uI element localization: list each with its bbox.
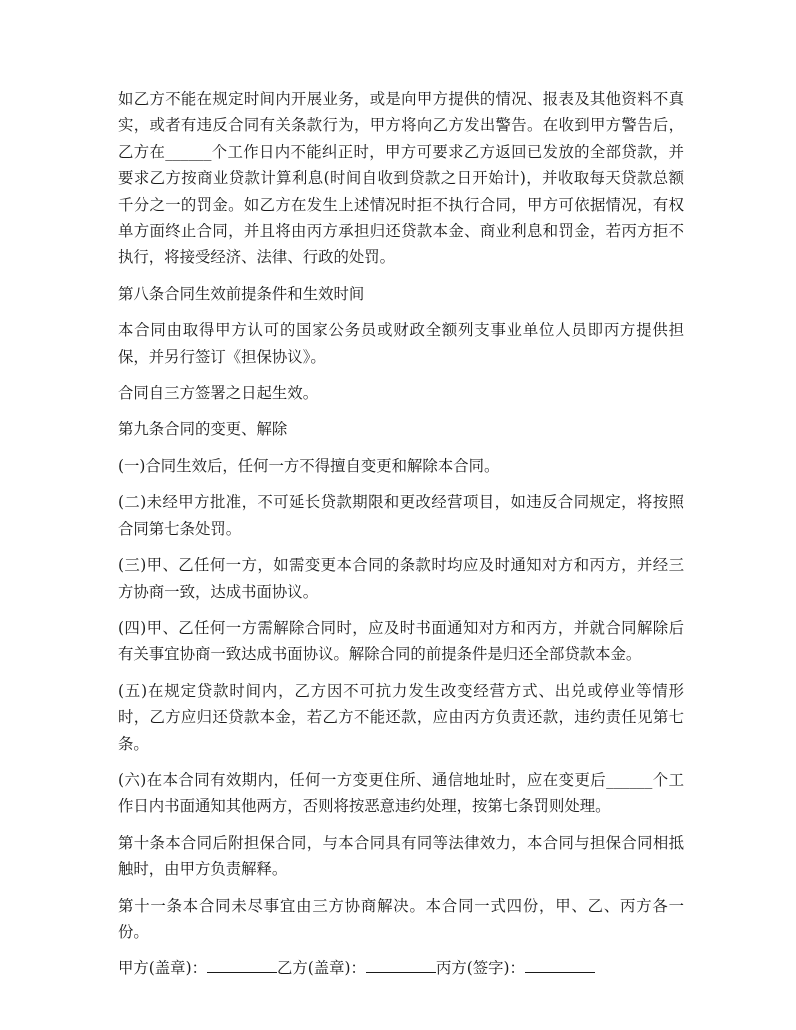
party-c-signature-label: 丙方(签字)：	[435, 959, 525, 978]
article-9-item-1: (一)合同生效后，任何一方不得擅自变更和解除本合同。	[118, 456, 500, 475]
party-b-signature-label: 乙方(盖章)：	[276, 959, 366, 978]
article-8-guarantee-paragraph: 本合同由取得甲方认可的国家公务员或财政全额列支事业单位人员即丙方提供担保，并另行签订《担保协议》。	[118, 321, 684, 366]
article-9-item-5: (五)在规定贷款时间内，乙方因不可抗力发生改变经营方式、出兑或停业等情形时，乙方应归还贷款本金，若乙方不能还款，应由丙方负责还款，违约责任见第七条。	[118, 681, 684, 753]
article-9-item-2: (二)未经甲方批准，不可延长贷款期限和更改经营项目，如违反合同规定，将按照合同第七条处罚。	[118, 493, 684, 538]
party-a-signature-label: 甲方(盖章)：	[118, 959, 207, 978]
article-8-heading: 第八条合同生效前提条件和生效时间	[118, 284, 365, 303]
penalty-clause-paragraph: 如乙方不能在规定时间内开展业务，或是向甲方提供的情况、报表及其他资料不真实，或者有违反合同有关条款行为，甲方将向乙方发出警告。在收到甲方警告后，乙方在______个工作日内不能纠正时，甲方可要求乙方返回已发放的全部贷款，并要求乙方按商业贷款计算利息(时间自收到贷款之日开始计)，并收取每天贷款总额千分之一的罚金。如乙方在发生上述情况时拒不执行合同，甲方可依据情况，有权单方面终止合同，并且将由丙方承担归还贷款本金、商业利息和罚金，若丙方拒不执行，将接受经济、法律、行政的处罚。	[118, 90, 684, 267]
party-b-signature-blank[interactable]	[366, 956, 436, 973]
contract-document	[118, 86, 684, 992]
article-9-heading: 第九条合同的变更、解除	[118, 420, 288, 439]
party-c-signature-blank[interactable]	[525, 956, 595, 973]
article-8-effective-paragraph: 合同自三方签署之日起生效。	[118, 384, 319, 403]
article-9-item-6: (六)在本合同有效期内，任何一方变更住所、通信地址时，应在变更后______个工作日内书面通知其他两方，否则将按恶意违约处理，按第七条罚则处理。	[118, 770, 684, 816]
article-10-paragraph: 第十条本合同后附担保合同，与本合同具有同等法律效力，本合同与担保合同相抵触时，由甲方负责解释。	[118, 833, 684, 879]
article-9-item-3: (三)甲、乙任何一方，如需变更本合同的条款时均应及时通知对方和丙方，并经三方协商一致，达成书面协议。	[118, 556, 684, 601]
signature-line	[118, 955, 684, 981]
article-9-item-4: (四)甲、乙任何一方需解除合同时，应及时书面通知对方和丙方，并就合同解除后有关事宜协商一致达成书面协议。解除合同的前提条件是归还全部贷款本金。	[118, 618, 684, 664]
article-11-paragraph: 第十一条本合同未尽事宜由三方协商解决。本合同一式四份，甲、乙、丙方各一份。	[118, 896, 684, 941]
party-a-signature-blank[interactable]	[207, 956, 277, 973]
